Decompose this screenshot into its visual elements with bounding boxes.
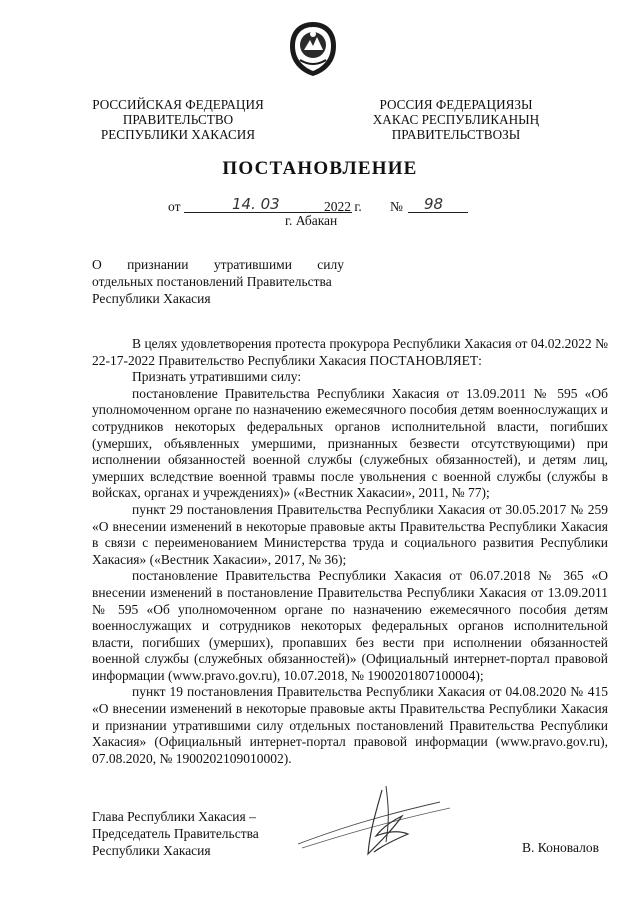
subject-word: утратившими [213, 257, 292, 272]
handwritten-signature-icon [290, 782, 460, 862]
body-paragraph: постановление Правительства Республики Хакасия от 13.09.2011 № 595 «Об уполномоченном органе по назначению ежемесячного пособия детям военнослужащих и сотрудников некоторых федеральных органов исполнительной власти, погибших (умерших, объявленных умершими, признанных безвести отсутствующими) при исполнении обязанностей военной службы (служебных обязанностей), и детям лиц, умерших вследствие военной травмы после увольнения с военной службы (службы в войсках, органах и учреждениях)» («Вестник Хакасии», 2011, № 77); [92, 385, 608, 501]
number-sign: № [390, 199, 403, 214]
header-left-line: ПРАВИТЕЛЬСТВО [122, 112, 234, 127]
date-prefix: от [168, 199, 181, 214]
year-text: 2022 г. [324, 199, 362, 214]
header-left-line: РЕСПУБЛИКИ ХАКАСИЯ [100, 127, 256, 142]
document-title: ПОСТАНОВЛЕНИЕ [222, 158, 418, 179]
header-left-russian [78, 97, 278, 142]
signature-title-block [92, 808, 259, 859]
city: г. Абакан [285, 213, 338, 228]
signature-title-line: Глава Республики Хакасия – [92, 809, 256, 824]
subject-word: признании [127, 257, 189, 272]
body-paragraph: В целях удовлетворения протеста прокурора Республики Хакасия от 04.02.2022 № 22-17-2022 Правительство Республики Хакасия ПОСТАНОВЛЯЕТ: [92, 336, 608, 368]
coat-of-arms-emblem-icon [286, 20, 340, 78]
subject-line: Республики Хакасия [92, 291, 211, 306]
body-paragraph: пункт 29 постановления Правительства Республики Хакасия от 30.05.2017 № 259 «О внесении изменений в некоторые правовые акты Правительства Республики Хакасия в связи с переименованием Министерства труда и социального развития Республики Хакасия» («Вестник Хакасии», 2017, № 36); [92, 501, 608, 567]
header-right-khakas [356, 97, 556, 142]
body-paragraph: постановление Правительства Республики Хакасия от 06.07.2018 № 365 «О внесении изменений в постановление Правительства Республики Хакасия от 13.09.2011 № 595 «Об уполномоченном органе по назначению ежемесячного пособия детям военнослужащих и сотрудников некоторых федеральных органов исполнительной власти, погибших (умерших), пропавших без вести при исполнении обязанностей военной службы (служебных обязанностей)» (Официальный интернет-портал правовой информации (www.pravo.gov.ru), 10.07.2018, № 1900201807100004); [92, 568, 608, 683]
header-right-line: ПРАВИТЕЛЬСТВОЗЫ [391, 127, 521, 142]
handwritten-date: 14. 03 [232, 195, 280, 213]
body-paragraph: пункт 19 постановления Правительства Республики Хакасия от 04.08.2020 № 415 «О внесении изменений в некоторые правовые акты Правительства Республики Хакасия и признании утратившими силу отдельных постановлений Правительства Республики Хакасия» (Официальный интернет-портал правовой информации (www.pravo.gov.ru), 07.08.2020, № 1900202109010002). [92, 684, 608, 766]
body-paragraph: Признать утратившими силу: [132, 369, 302, 385]
signature-title-line: Республики Хакасия [92, 843, 211, 858]
signature-title-line: Председатель Правительства [92, 826, 259, 841]
header-right-line: РОССИЯ ФЕДЕРАЦИЯЗЫ [379, 97, 533, 112]
header-left-line: РОССИЙСКАЯ ФЕДЕРАЦИЯ [92, 97, 264, 112]
subject-line: отдельных постановлений Правительства [92, 274, 332, 289]
header-right-line: ХАКАС РЕСПУБЛИКАНЫҢ [372, 112, 540, 127]
signatory-name: В. Коновалов [522, 840, 599, 855]
subject-word: силу [317, 257, 344, 272]
document-body [92, 336, 608, 767]
subject-word: О [92, 257, 102, 272]
document-subject [92, 256, 344, 307]
handwritten-number: 98 [424, 195, 444, 213]
